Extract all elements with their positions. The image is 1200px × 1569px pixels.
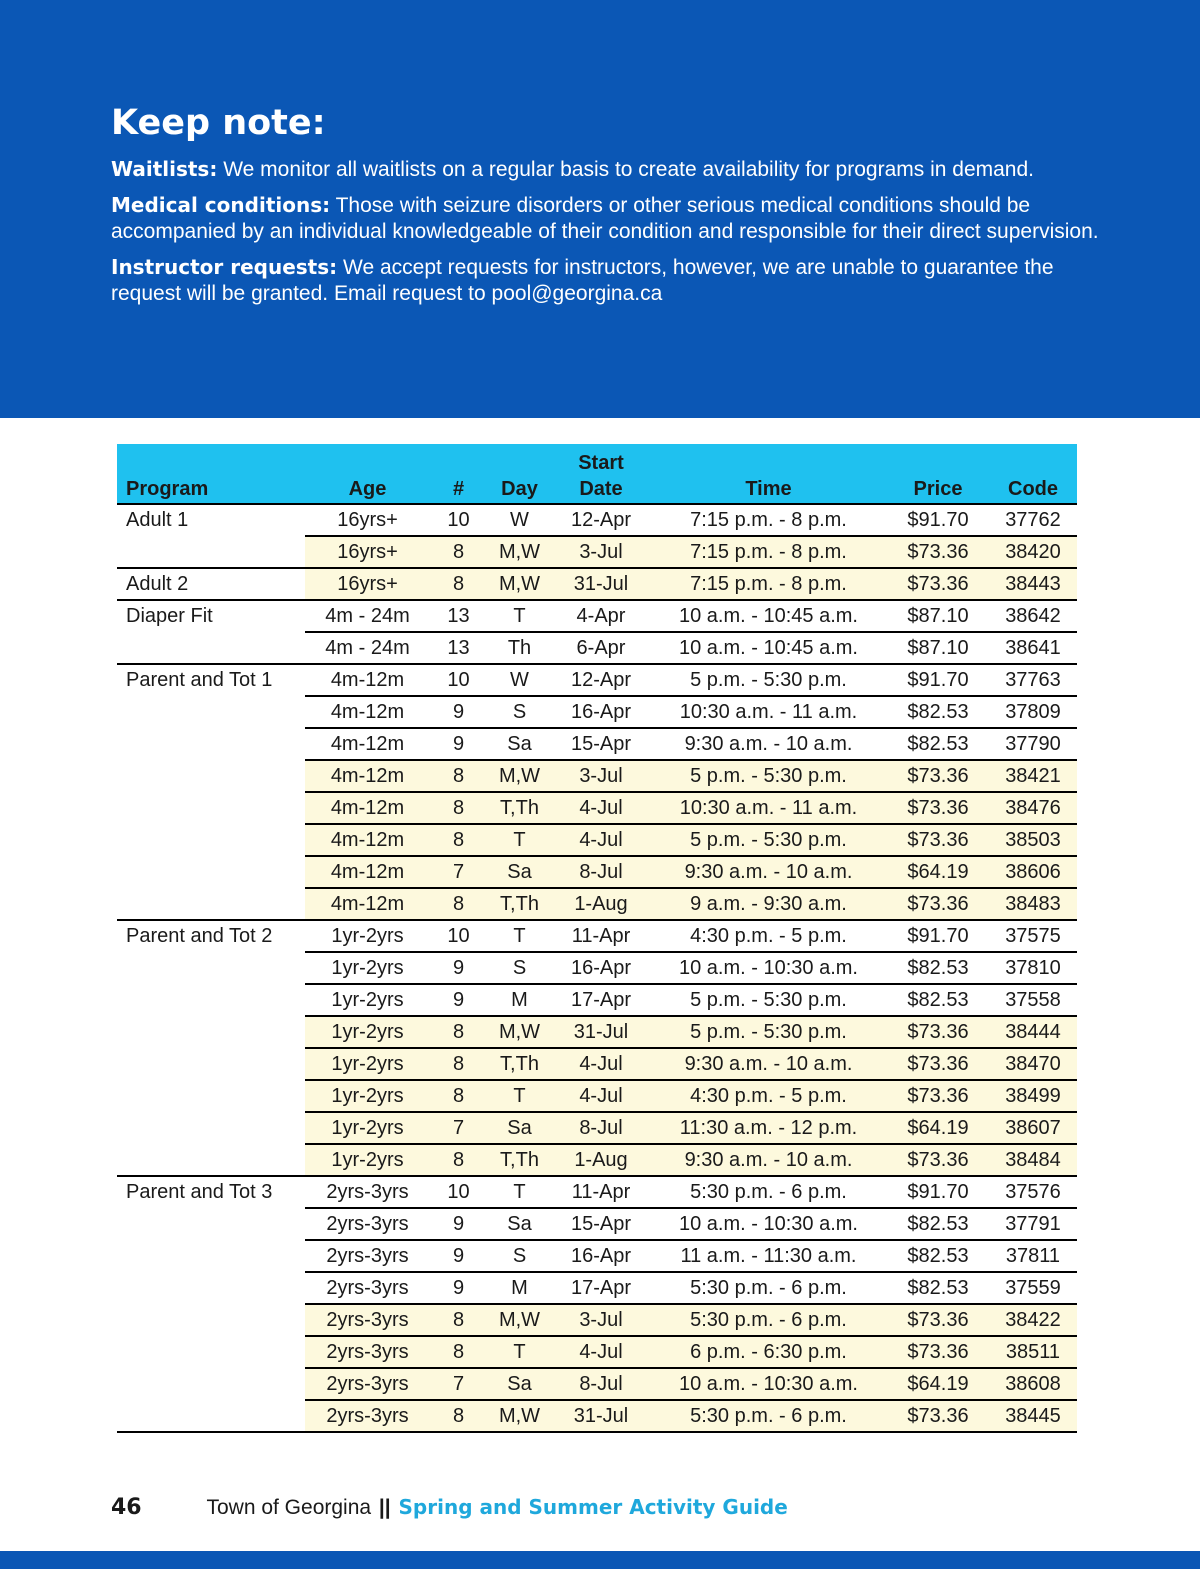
cell-program [117,1144,305,1176]
cell-price: $73.36 [887,536,989,568]
cell-num: 10 [430,920,487,952]
cell-program [117,1048,305,1080]
cell-num: 7 [430,1112,487,1144]
cell-program [117,1400,305,1432]
table-row [117,1144,1077,1176]
cell-num: 9 [430,1208,487,1240]
cell-num: 8 [430,1144,487,1176]
cell-program: Parent and Tot 1 [117,664,305,696]
cell-code: 38483 [989,888,1077,920]
cell-day: M,W [487,1400,552,1432]
header-price: Price [887,444,989,504]
cell-num: 13 [430,632,487,664]
medical-text: Those with seizure disorders or other serious medical conditions should be accompanied by an individual knowledgeable of their condition and responsible for their direct supervision. [111,194,1099,243]
cell-num: 7 [430,1368,487,1400]
cell-day: S [487,1240,552,1272]
cell-age: 4m-12m [305,888,430,920]
cell-code: 38641 [989,632,1077,664]
cell-price: $73.36 [887,1016,989,1048]
footer-guide-title: Spring and Summer Activity Guide [398,1495,788,1519]
cell-program [117,1336,305,1368]
cell-code: 37576 [989,1176,1077,1208]
cell-price: $73.36 [887,760,989,792]
cell-num: 8 [430,536,487,568]
cell-price: $73.36 [887,1080,989,1112]
cell-price: $87.10 [887,632,989,664]
cell-start: 4-Jul [552,1048,650,1080]
table-row [117,1304,1077,1336]
instructor-note [111,254,1101,307]
cell-time: 11 a.m. - 11:30 a.m. [650,1240,887,1272]
cell-age: 1yr-2yrs [305,920,430,952]
cell-day: Th [487,632,552,664]
cell-price: $82.53 [887,952,989,984]
cell-time: 5:30 p.m. - 6 p.m. [650,1176,887,1208]
cell-start: 31-Jul [552,568,650,600]
cell-day: M [487,1272,552,1304]
cell-time: 10 a.m. - 10:45 a.m. [650,600,887,632]
table-row [117,728,1077,760]
cell-code: 38499 [989,1080,1077,1112]
cell-price: $73.36 [887,568,989,600]
cell-time: 6 p.m. - 6:30 p.m. [650,1336,887,1368]
cell-start: 4-Jul [552,824,650,856]
cell-day: T [487,1336,552,1368]
cell-price: $91.70 [887,920,989,952]
table-row [117,1208,1077,1240]
medical-note [111,192,1101,245]
cell-start: 8-Jul [552,856,650,888]
cell-age: 4m-12m [305,664,430,696]
cell-age: 16yrs+ [305,568,430,600]
cell-start: 1-Aug [552,1144,650,1176]
cell-time: 5:30 p.m. - 6 p.m. [650,1400,887,1432]
table-row [117,696,1077,728]
cell-code: 38421 [989,760,1077,792]
cell-price: $82.53 [887,696,989,728]
cell-age: 16yrs+ [305,504,430,536]
program-schedule-table-wrapper [117,444,1077,1433]
cell-time: 5 p.m. - 5:30 p.m. [650,664,887,696]
cell-age: 1yr-2yrs [305,952,430,984]
header-start-line1: Start [578,452,624,474]
cell-age: 1yr-2yrs [305,1112,430,1144]
cell-age: 4m-12m [305,696,430,728]
cell-age: 16yrs+ [305,536,430,568]
cell-num: 10 [430,664,487,696]
cell-time: 5 p.m. - 5:30 p.m. [650,760,887,792]
waitlists-note [111,156,1101,183]
cell-price: $91.70 [887,504,989,536]
header-num: # [430,444,487,504]
table-header-row [117,444,1077,504]
cell-time: 7:15 p.m. - 8 p.m. [650,568,887,600]
cell-num: 8 [430,760,487,792]
cell-num: 9 [430,984,487,1016]
cell-age: 4m-12m [305,856,430,888]
cell-code: 38484 [989,1144,1077,1176]
cell-time: 10 a.m. - 10:30 a.m. [650,952,887,984]
cell-num: 7 [430,856,487,888]
cell-program [117,824,305,856]
table-row [117,1048,1077,1080]
cell-time: 5 p.m. - 5:30 p.m. [650,984,887,1016]
cell-age: 2yrs-3yrs [305,1400,430,1432]
cell-program [117,728,305,760]
cell-price: $73.36 [887,888,989,920]
cell-time: 9 a.m. - 9:30 a.m. [650,888,887,920]
waitlists-label: Waitlists: [111,157,218,181]
cell-program [117,1304,305,1336]
cell-start: 16-Apr [552,1240,650,1272]
footer-town: Town of Georgina [206,1496,372,1519]
cell-num: 9 [430,728,487,760]
cell-age: 2yrs-3yrs [305,1176,430,1208]
cell-day: T,Th [487,888,552,920]
cell-start: 16-Apr [552,696,650,728]
cell-start: 8-Jul [552,1368,650,1400]
cell-start: 4-Jul [552,1080,650,1112]
cell-num: 8 [430,1304,487,1336]
cell-code: 37809 [989,696,1077,728]
table-row [117,1016,1077,1048]
cell-day: Sa [487,856,552,888]
cell-code: 38642 [989,600,1077,632]
table-row [117,600,1077,632]
instructor-label: Instructor requests: [111,255,338,279]
cell-program [117,856,305,888]
keep-note-content [111,100,1101,316]
header-program: Program [117,444,305,504]
cell-price: $64.19 [887,1368,989,1400]
table-row [117,920,1077,952]
cell-code: 38420 [989,536,1077,568]
cell-age: 2yrs-3yrs [305,1304,430,1336]
cell-price: $64.19 [887,856,989,888]
cell-price: $82.53 [887,1272,989,1304]
cell-price: $73.36 [887,1400,989,1432]
table-row [117,1368,1077,1400]
cell-time: 4:30 p.m. - 5 p.m. [650,1080,887,1112]
cell-time: 5:30 p.m. - 6 p.m. [650,1272,887,1304]
cell-day: M,W [487,568,552,600]
cell-program [117,888,305,920]
cell-num: 9 [430,1272,487,1304]
cell-price: $87.10 [887,600,989,632]
cell-age: 2yrs-3yrs [305,1336,430,1368]
cell-start: 4-Apr [552,600,650,632]
cell-code: 38476 [989,792,1077,824]
table-row [117,632,1077,664]
cell-code: 38503 [989,824,1077,856]
cell-num: 8 [430,568,487,600]
cell-start: 15-Apr [552,728,650,760]
table-row [117,1400,1077,1432]
cell-price: $73.36 [887,792,989,824]
table-row [117,984,1077,1016]
table-row [117,1176,1077,1208]
cell-age: 4m-12m [305,760,430,792]
cell-program [117,952,305,984]
cell-code: 38444 [989,1016,1077,1048]
cell-code: 38470 [989,1048,1077,1080]
cell-start: 3-Jul [552,1304,650,1336]
cell-start: 3-Jul [552,760,650,792]
cell-code: 38607 [989,1112,1077,1144]
table-row [117,824,1077,856]
cell-code: 37559 [989,1272,1077,1304]
table-row [117,952,1077,984]
table-row [117,856,1077,888]
cell-time: 9:30 a.m. - 10 a.m. [650,1144,887,1176]
cell-start: 6-Apr [552,632,650,664]
table-row [117,888,1077,920]
cell-age: 4m-12m [305,824,430,856]
cell-age: 2yrs-3yrs [305,1240,430,1272]
cell-price: $73.36 [887,1048,989,1080]
cell-time: 9:30 a.m. - 10 a.m. [650,1048,887,1080]
cell-day: T [487,1080,552,1112]
cell-code: 37763 [989,664,1077,696]
cell-program: Adult 1 [117,504,305,536]
table-row [117,1272,1077,1304]
table-row [117,536,1077,568]
waitlists-text: We monitor all waitlists on a regular basis to create availability for programs in demand. [223,158,1034,181]
cell-start: 1-Aug [552,888,650,920]
instructor-text: We accept requests for instructors, however, we are unable to guarantee the request will be granted. Email request to pool@georgina.ca [111,256,1054,305]
cell-price: $73.36 [887,1144,989,1176]
cell-code: 38443 [989,568,1077,600]
header-code: Code [989,444,1077,504]
cell-code: 38445 [989,1400,1077,1432]
page-number: 46 [111,1495,142,1520]
cell-start: 15-Apr [552,1208,650,1240]
cell-time: 9:30 a.m. - 10 a.m. [650,728,887,760]
cell-day: T,Th [487,1048,552,1080]
cell-day: T [487,920,552,952]
cell-program [117,1272,305,1304]
cell-program [117,1240,305,1272]
cell-day: T,Th [487,792,552,824]
cell-day: W [487,504,552,536]
cell-code: 38606 [989,856,1077,888]
cell-day: M,W [487,1016,552,1048]
cell-start: 4-Jul [552,1336,650,1368]
cell-start: 31-Jul [552,1400,650,1432]
cell-code: 37790 [989,728,1077,760]
cell-start: 31-Jul [552,1016,650,1048]
table-row [117,568,1077,600]
header-time: Time [650,444,887,504]
cell-code: 37811 [989,1240,1077,1272]
cell-start: 3-Jul [552,536,650,568]
cell-program [117,1080,305,1112]
cell-time: 7:15 p.m. - 8 p.m. [650,504,887,536]
cell-program: Adult 2 [117,568,305,600]
keep-note-banner [0,0,1200,418]
cell-time: 10 a.m. - 10:30 a.m. [650,1368,887,1400]
cell-program: Parent and Tot 3 [117,1176,305,1208]
keep-note-title: Keep note: [111,103,326,143]
cell-num: 8 [430,1048,487,1080]
bottom-bar [0,1551,1200,1569]
cell-program [117,792,305,824]
cell-program [117,536,305,568]
cell-age: 1yr-2yrs [305,1048,430,1080]
cell-code: 37558 [989,984,1077,1016]
cell-age: 2yrs-3yrs [305,1368,430,1400]
cell-day: T [487,600,552,632]
cell-age: 1yr-2yrs [305,984,430,1016]
cell-time: 7:15 p.m. - 8 p.m. [650,536,887,568]
program-schedule-table [117,444,1077,1433]
cell-start: 11-Apr [552,920,650,952]
cell-start: 17-Apr [552,984,650,1016]
cell-price: $82.53 [887,728,989,760]
table-row [117,1080,1077,1112]
cell-age: 4m - 24m [305,600,430,632]
cell-start: 12-Apr [552,504,650,536]
cell-program [117,1208,305,1240]
cell-price: $82.53 [887,1240,989,1272]
cell-time: 5 p.m. - 5:30 p.m. [650,824,887,856]
cell-num: 8 [430,1336,487,1368]
cell-price: $91.70 [887,1176,989,1208]
cell-age: 1yr-2yrs [305,1144,430,1176]
cell-age: 2yrs-3yrs [305,1272,430,1304]
cell-time: 11:30 a.m. - 12 p.m. [650,1112,887,1144]
cell-day: T [487,1176,552,1208]
table-row [117,1112,1077,1144]
cell-day: M,W [487,1304,552,1336]
cell-num: 8 [430,1400,487,1432]
cell-program [117,984,305,1016]
cell-num: 9 [430,696,487,728]
table-row [117,1336,1077,1368]
page-footer [111,1492,788,1522]
cell-time: 10:30 a.m. - 11 a.m. [650,792,887,824]
cell-start: 8-Jul [552,1112,650,1144]
cell-num: 8 [430,1080,487,1112]
cell-age: 1yr-2yrs [305,1016,430,1048]
cell-day: S [487,696,552,728]
cell-day: T [487,824,552,856]
table-row [117,760,1077,792]
cell-code: 38511 [989,1336,1077,1368]
cell-day: S [487,952,552,984]
cell-day: M,W [487,536,552,568]
cell-age: 2yrs-3yrs [305,1208,430,1240]
header-start-line2: Date [579,478,623,500]
cell-num: 8 [430,824,487,856]
cell-code: 37810 [989,952,1077,984]
cell-day: T,Th [487,1144,552,1176]
cell-program [117,632,305,664]
cell-price: $82.53 [887,1208,989,1240]
cell-price: $73.36 [887,1304,989,1336]
cell-price: $82.53 [887,984,989,1016]
cell-time: 10 a.m. - 10:45 a.m. [650,632,887,664]
cell-program [117,1112,305,1144]
cell-age: 4m-12m [305,728,430,760]
cell-num: 13 [430,600,487,632]
cell-time: 4:30 p.m. - 5 p.m. [650,920,887,952]
cell-age: 1yr-2yrs [305,1080,430,1112]
cell-start: 4-Jul [552,792,650,824]
cell-time: 10:30 a.m. - 11 a.m. [650,696,887,728]
cell-code: 38608 [989,1368,1077,1400]
cell-age: 4m-12m [305,792,430,824]
cell-time: 9:30 a.m. - 10 a.m. [650,856,887,888]
cell-code: 38422 [989,1304,1077,1336]
table-row [117,792,1077,824]
cell-code: 37762 [989,504,1077,536]
cell-program [117,1016,305,1048]
table-row [117,664,1077,696]
cell-num: 9 [430,952,487,984]
header-age: Age [305,444,430,504]
cell-num: 10 [430,504,487,536]
cell-price: $64.19 [887,1112,989,1144]
header-start-date [552,444,650,504]
cell-price: $91.70 [887,664,989,696]
cell-day: Sa [487,1368,552,1400]
cell-time: 5:30 p.m. - 6 p.m. [650,1304,887,1336]
table-row [117,504,1077,536]
cell-program: Parent and Tot 2 [117,920,305,952]
footer-separator: || [378,1496,391,1519]
cell-start: 17-Apr [552,1272,650,1304]
cell-price: $73.36 [887,1336,989,1368]
cell-price: $73.36 [887,824,989,856]
cell-code: 37575 [989,920,1077,952]
cell-start: 16-Apr [552,952,650,984]
medical-label: Medical conditions: [111,193,331,217]
cell-program: Diaper Fit [117,600,305,632]
table-body [117,504,1077,1432]
cell-day: Sa [487,1112,552,1144]
header-day: Day [487,444,552,504]
cell-day: Sa [487,1208,552,1240]
cell-day: M [487,984,552,1016]
table-row [117,1240,1077,1272]
cell-num: 8 [430,792,487,824]
cell-code: 37791 [989,1208,1077,1240]
cell-program [117,1368,305,1400]
cell-program [117,760,305,792]
cell-day: Sa [487,728,552,760]
cell-start: 12-Apr [552,664,650,696]
cell-time: 10 a.m. - 10:30 a.m. [650,1208,887,1240]
cell-num: 10 [430,1176,487,1208]
cell-start: 11-Apr [552,1176,650,1208]
cell-num: 8 [430,888,487,920]
cell-age: 4m - 24m [305,632,430,664]
cell-program [117,696,305,728]
cell-day: M,W [487,760,552,792]
cell-num: 9 [430,1240,487,1272]
cell-time: 5 p.m. - 5:30 p.m. [650,1016,887,1048]
cell-num: 8 [430,1016,487,1048]
cell-day: W [487,664,552,696]
